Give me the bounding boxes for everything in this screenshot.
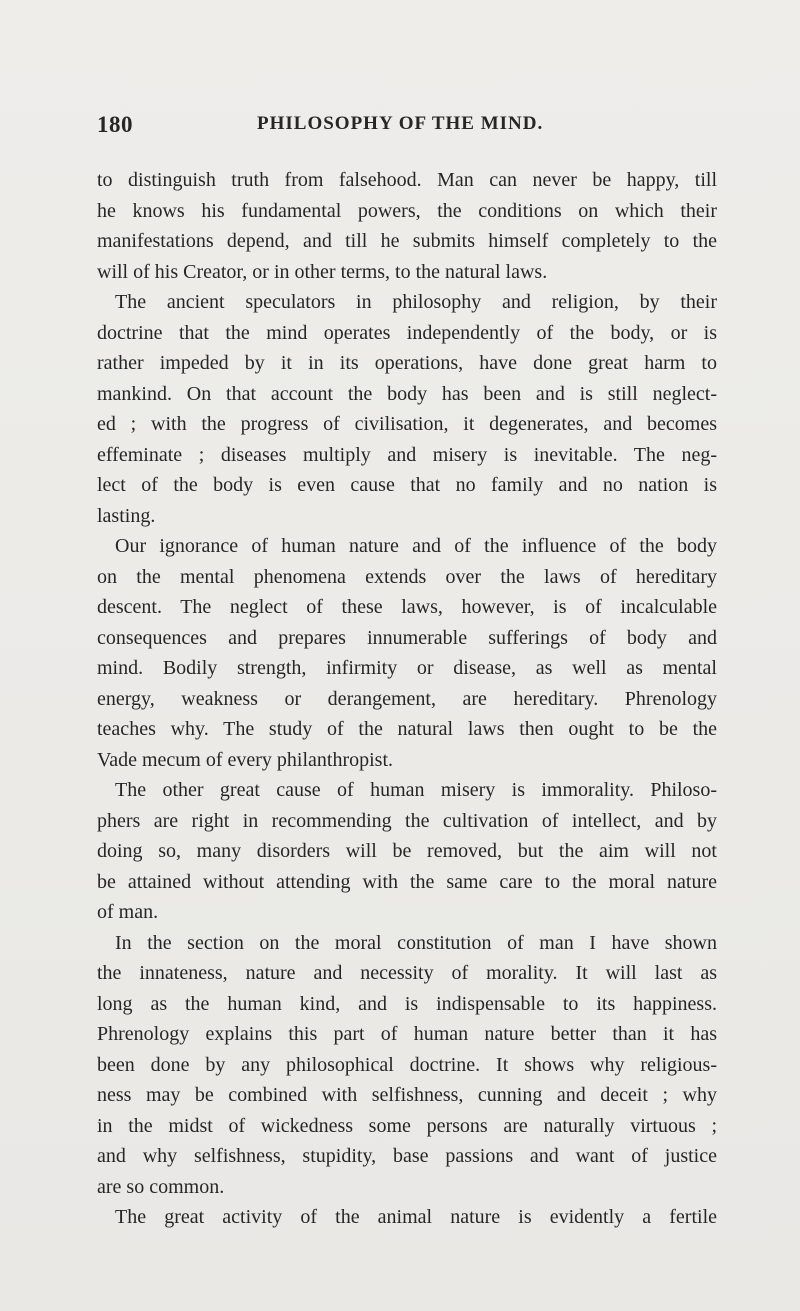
text-line: manifestations depend, and till he submits himself completely to the [97, 230, 717, 252]
text-line: The great activity of the animal nature is evidently a fertile [115, 1206, 717, 1228]
text-line: the innateness, nature and necessity of morality. It will last as [97, 962, 717, 984]
text-line: rather impeded by it in its operations, have done great harm to [97, 352, 717, 374]
text-line: to distinguish truth from falsehood. Man can never be happy, till [97, 169, 717, 191]
text-line: of man. [97, 901, 159, 923]
running-title: PHILOSOPHY OF THE MIND. [257, 113, 544, 134]
text-line: phers are right in recommending the cultivation of intellect, and by [97, 809, 717, 832]
text-line: ness may be combined with selfishness, cunning and deceit ; why [97, 1084, 717, 1106]
body-text [97, 165, 717, 1233]
text-line: The other great cause of human misery is immorality. Philoso- [115, 779, 717, 801]
text-line: doctrine that the mind operates independently of the body, or is [97, 321, 717, 344]
text-line: lect of the body is even cause that no family and no nation is [97, 474, 717, 496]
text-line: ed ; with the progress of civilisation, it degenerates, and becomes [97, 413, 717, 435]
text-line: Vade mecum of every philanthropist. [97, 748, 394, 771]
text-line: In the section on the moral constitution of man I have shown [115, 931, 717, 954]
text-line: doing so, many disorders will be removed, but the aim will not [97, 840, 717, 862]
text-line: lasting. [97, 504, 156, 527]
text-line: on the mental phenomena extends over the laws of hereditary [97, 565, 717, 588]
running-head [97, 112, 717, 142]
text-line: he knows his fundamental powers, the conditions on which their [97, 199, 717, 222]
text-line: and why selfishness, stupidity, base passions and want of justice [97, 1145, 717, 1167]
text-line: mankind. On that account the body has been and is still neglect- [97, 382, 717, 405]
text-line: been done by any philosophical doctrine. It shows why religious- [97, 1053, 717, 1076]
text-line: consequences and prepares innumerable sufferings of body and [97, 626, 717, 649]
text-line: descent. The neglect of these laws, however, is of incalculable [97, 596, 717, 618]
text-line: long as the human kind, and is indispensable to its happiness. [97, 992, 717, 1015]
text-line: Phrenology explains this part of human nature better than it has [97, 1023, 717, 1045]
text-line: mind. Bodily strength, infirmity or disease, as well as mental [97, 657, 717, 679]
text-line: be attained without attending with the same care to the moral nature [97, 870, 717, 893]
text-line: effeminate ; diseases multiply and misery is inevitable. The neg- [97, 443, 717, 466]
text-line: will of his Creator, or in other terms, to the natural laws. [97, 260, 548, 283]
text-line: energy, weakness or derangement, are hereditary. Phrenology [97, 687, 717, 710]
text-line: in the midst of wickedness some persons are naturally virtuous ; [97, 1114, 717, 1137]
text-line: are so common. [97, 1175, 225, 1198]
text-line: The ancient speculators in philosophy and religion, by their [115, 291, 717, 313]
text-line: Our ignorance of human nature and of the influence of the body [115, 535, 717, 557]
text-line: teaches why. The study of the natural laws then ought to be the [97, 718, 717, 740]
page-number: 180 [97, 112, 133, 137]
